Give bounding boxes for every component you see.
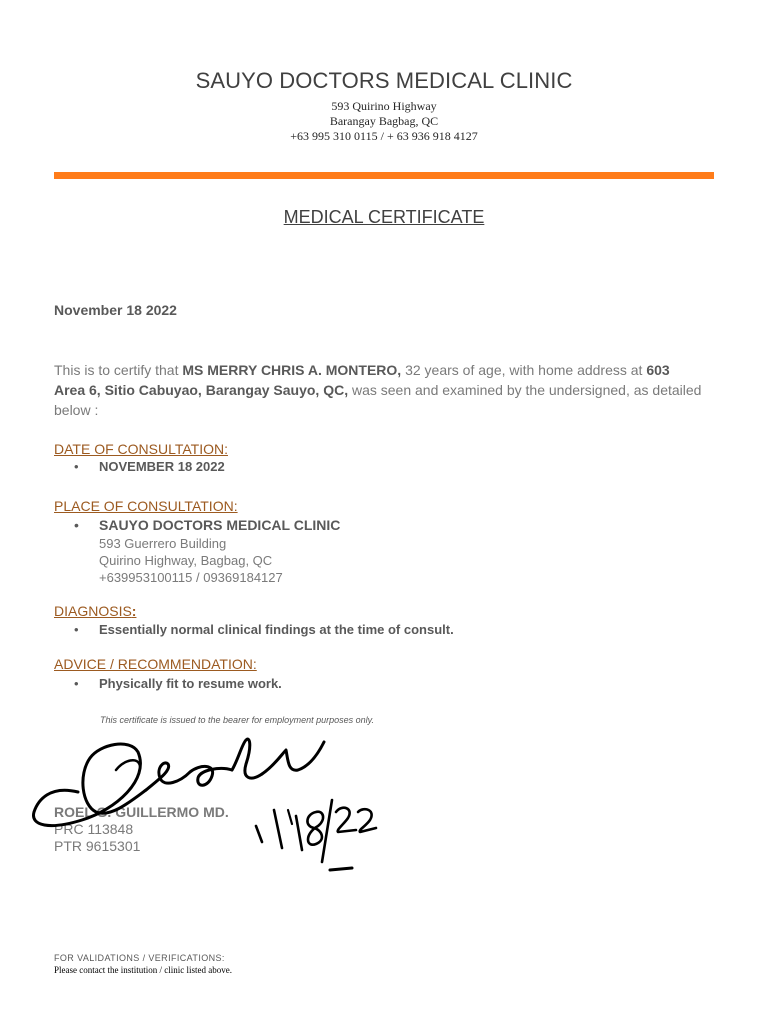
consultation-place-name: SAUYO DOCTORS MEDICAL CLINIC <box>99 517 341 533</box>
clinic-address-line2: Barangay Bagbag, QC <box>329 114 439 128</box>
doctor-prc: PRC 113848 <box>54 821 134 837</box>
validation-heading: FOR VALIDATIONS / VERIFICATIONS: <box>54 953 225 963</box>
consultation-place-item <box>74 517 340 533</box>
bullet-icon: • <box>74 517 79 533</box>
doctor-name: ROEL G. GUILLERMO MD. <box>54 804 229 820</box>
bullet-icon: • <box>74 676 79 691</box>
doctor-signature <box>20 730 400 890</box>
consultation-date-label: DATE OF CONSULTATION: <box>54 441 228 457</box>
consultation-date-item <box>74 459 225 474</box>
diagnosis-value: Essentially normal clinical findings at the time of consult. <box>99 622 454 637</box>
doctor-ptr: PTR 9615301 <box>54 838 141 854</box>
patient-name: MS MERRY CHRIS A. MONTERO, <box>182 362 402 378</box>
place-line-building: 593 Guerrero Building <box>99 536 227 551</box>
certification-statement: This is to certify that MS MERRY CHRIS A. MONTERO, 32 years of age, with home address at 603 Area 6, Sitio Cabuyao, Barangay Sauyo, QC, was seen and examined by the undersigned, as detailed below : <box>54 362 702 418</box>
clinic-address-line1: 593 Quirino Highway <box>331 99 437 113</box>
bullet-icon: • <box>74 459 79 474</box>
patient-address: 603 Area 6, Sitio Cabuyao, Barangay Sauyo, QC, <box>54 362 670 398</box>
header-divider <box>54 172 714 179</box>
certificate-title: MEDICAL CERTIFICATE <box>283 207 485 227</box>
place-line-street: Quirino Highway, Bagbag, QC <box>99 553 273 568</box>
diagnosis-label: DIAGNOSIS: <box>54 603 137 619</box>
diagnosis-item <box>74 622 454 637</box>
bullet-icon: • <box>74 622 79 637</box>
clinic-phones: +63 995 310 0115 / + 63 936 918 4127 <box>290 129 478 143</box>
clinic-name: SAUYO DOCTORS MEDICAL CLINIC <box>195 68 573 93</box>
advice-value: Physically fit to resume work. <box>99 676 282 691</box>
purpose-footnote: This certificate is issued to the bearer for employment purposes only. <box>100 715 374 725</box>
advice-label: ADVICE / RECOMMENDATION: <box>54 656 257 672</box>
consultation-date-value: NOVEMBER 18 2022 <box>99 459 225 474</box>
consultation-place-address <box>99 535 283 586</box>
certificate-date: November 18 2022 <box>54 302 177 318</box>
advice-item <box>74 676 282 691</box>
validation-instructions: Please contact the institution / clinic listed above. <box>54 965 232 975</box>
place-line-phones: +639953100115 / 09369184127 <box>99 570 283 585</box>
consultation-place-label: PLACE OF CONSULTATION: <box>54 498 238 514</box>
